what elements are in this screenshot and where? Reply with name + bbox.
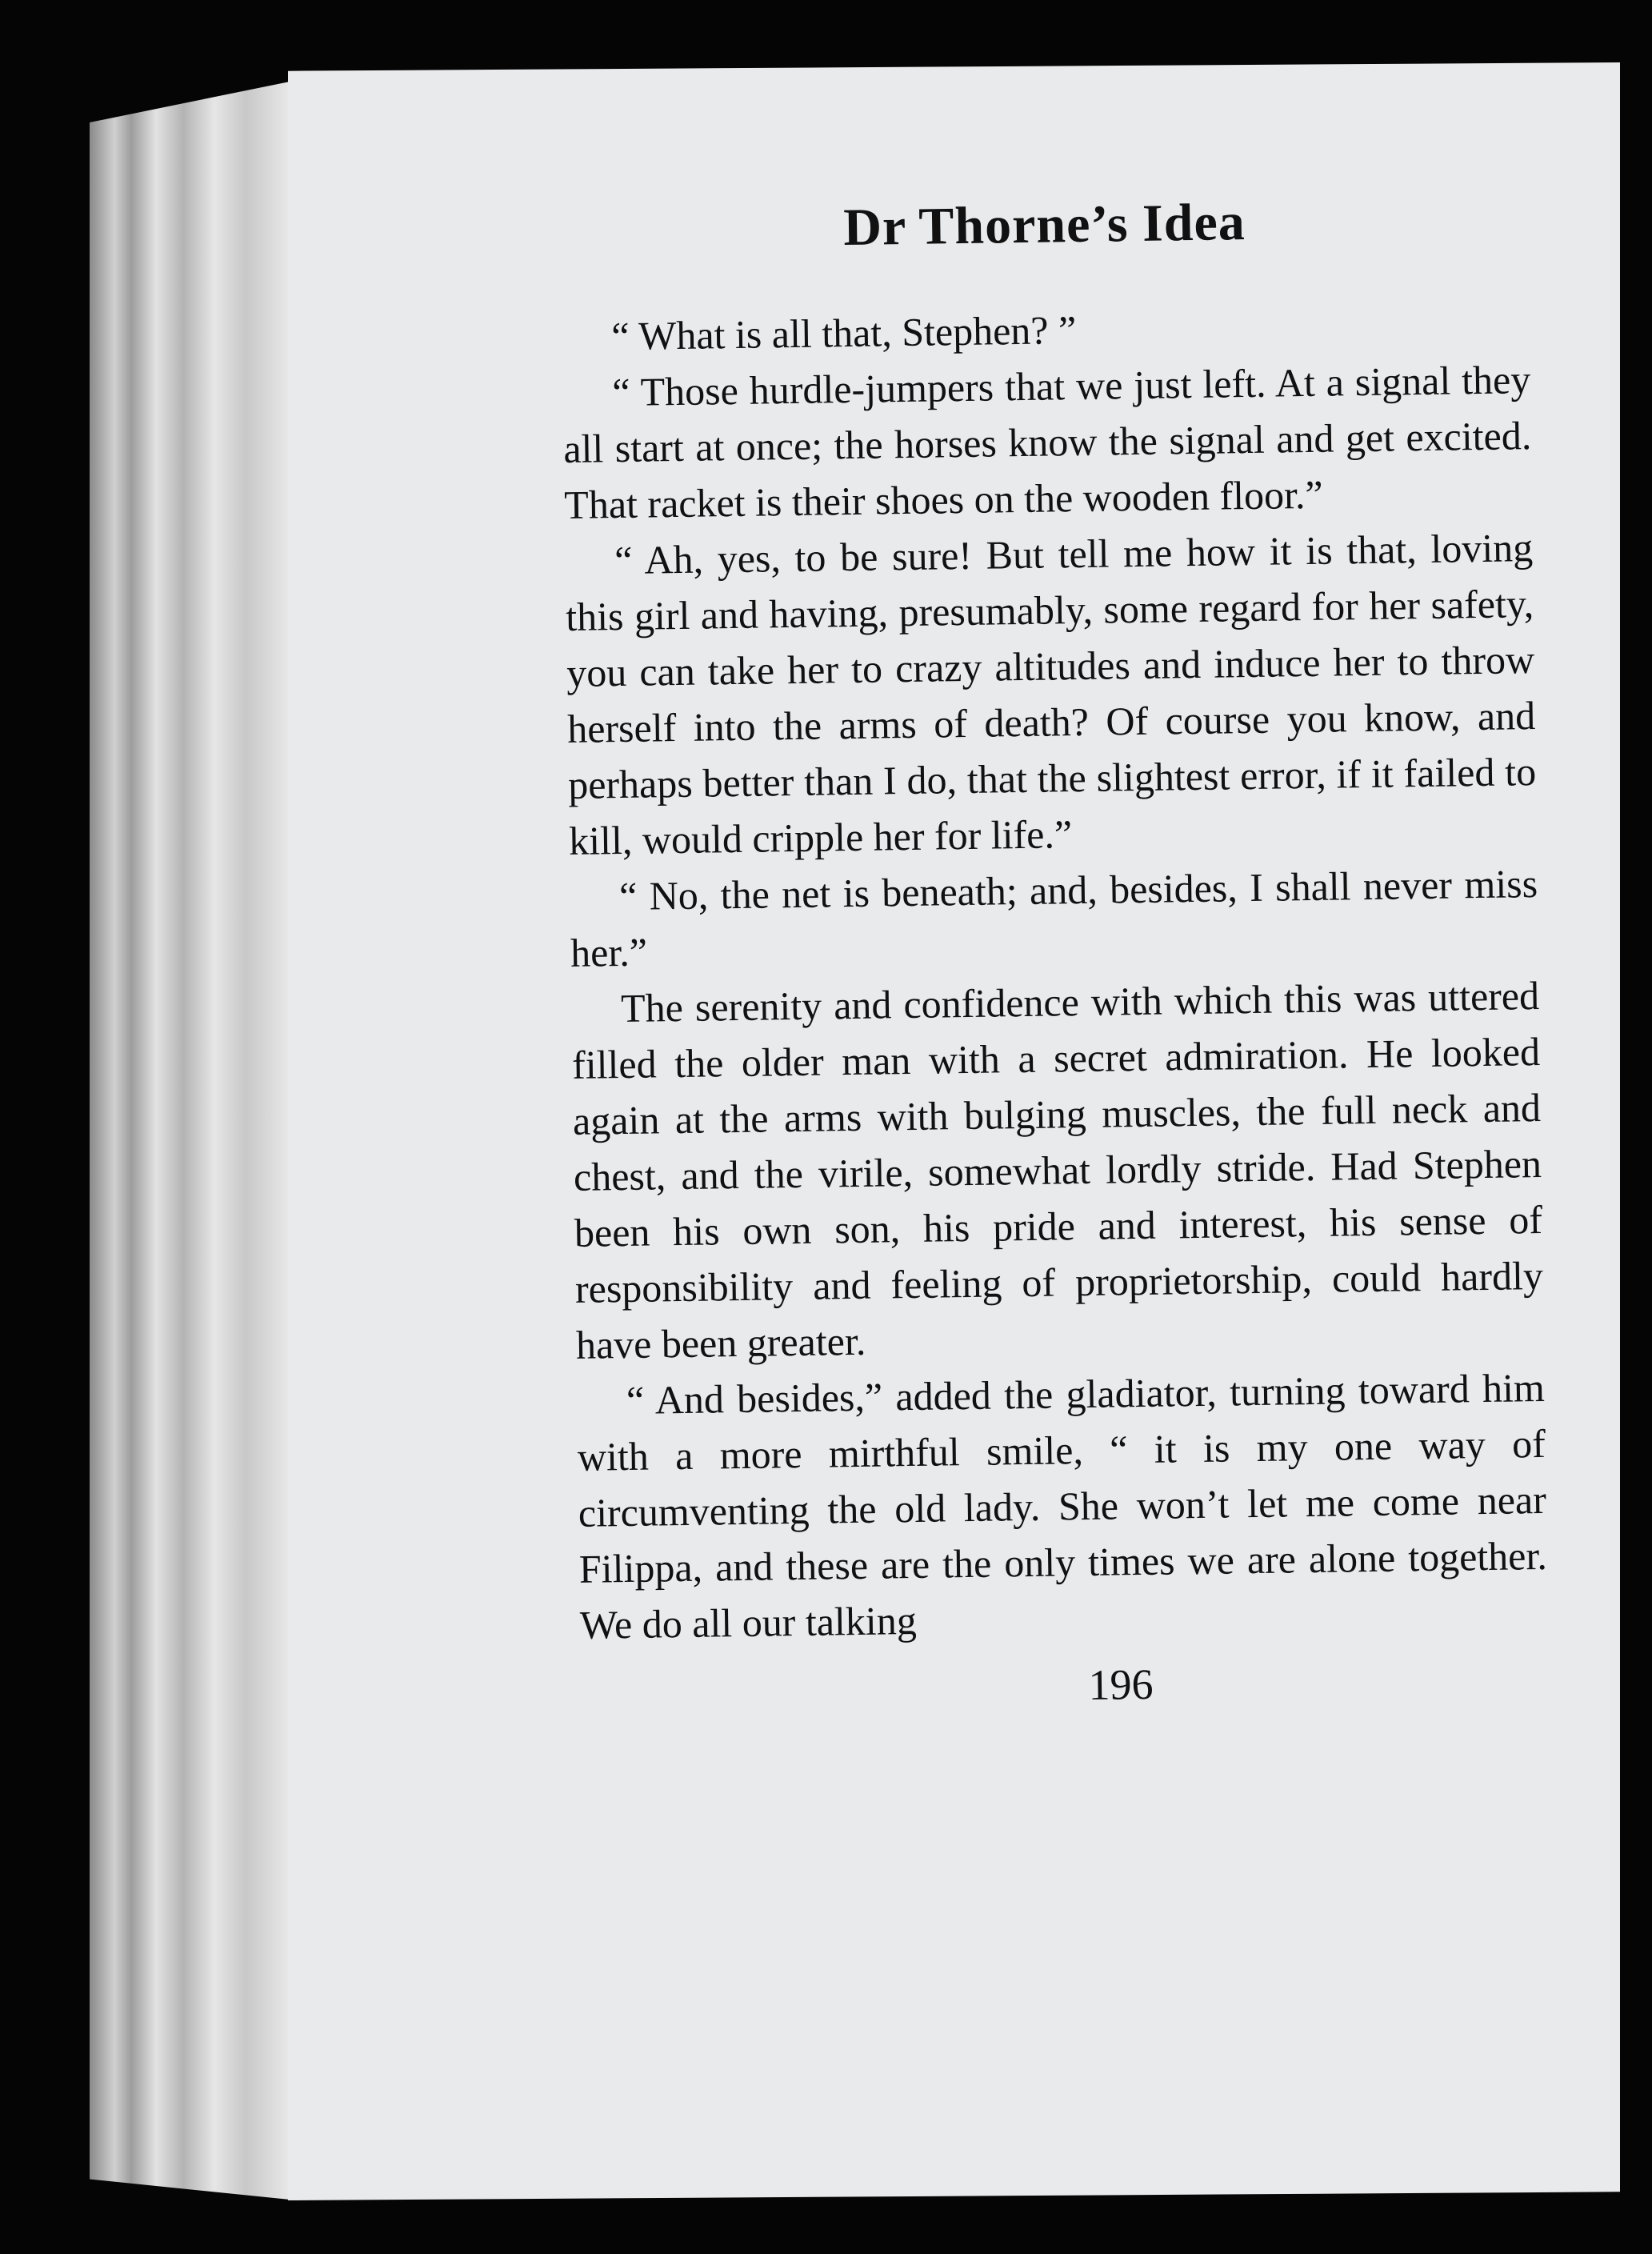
page-edges [90, 80, 298, 2200]
paragraph: “ What is all that, Stephen? ” [610, 307, 1077, 359]
text-block [560, 186, 1549, 1720]
page-number: 196 [1088, 1659, 1154, 1709]
paragraph: “ Ah, yes, to be sure! But tell me how it is that, loving this girl and having, presumably, some regard for her safety, you can take her to crazy altitudes and induce her to throw herself into the arms of death? Of course you know, and perhaps better than I do, that the slightest error, if it failed to kill, would cripple her for life.” [565, 525, 1537, 863]
paragraph: “ Those hurdle-jumpers that we just left. At a signal they all start at once; the horses know the signal and get excited. That racket is their shoes on the wooden floor.” [562, 357, 1532, 527]
running-head: Dr Thorne’s Idea [842, 193, 1246, 258]
paragraph: “ And besides,” added the gladiator, turning toward him with a more mirthful smile, “ it is my one way of circumventing the old lady. She won’t let me come near Filippa, and these are the only times we are alone together. We do all our talking [577, 1364, 1548, 1647]
paragraph: The serenity and confidence with which this was uttered filled the older man with a secret admiration. He looked again at the arms with bulging muscles, the full neck and chest, and the virile, somewhat lordly stride. Had Stephen been his own son, his pride and interest, his sense of responsibility and feeling of proprietorship, could hardly have been greater. [571, 973, 1544, 1367]
paragraph: “ No, the net is beneath; and, besides, I shall never miss her.” [570, 861, 1538, 975]
